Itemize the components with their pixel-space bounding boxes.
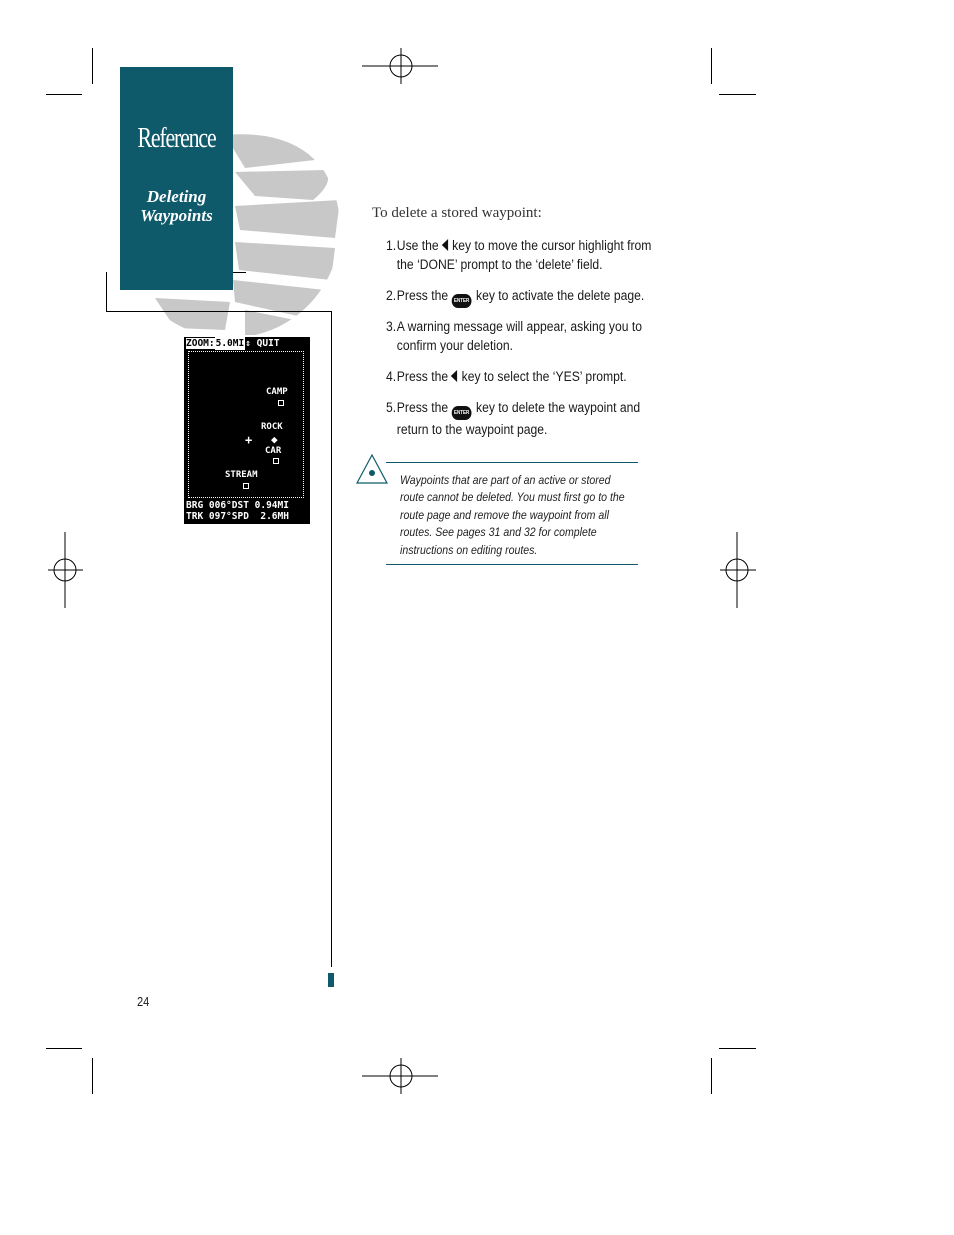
enter-key-icon: ENTER xyxy=(452,406,472,420)
bracket-line xyxy=(233,272,246,273)
step-item: 1.Use the key to move the cursor highlight from the ‘DONE’ prompt to the ‘delete’ field. xyxy=(386,238,652,272)
gps-map-screen xyxy=(184,337,310,524)
section-tab xyxy=(120,67,233,290)
waypoint-label: ROCK xyxy=(261,422,283,432)
step-item: 2.Press the ENTER key to activate the delete page. xyxy=(386,286,656,308)
column-rule xyxy=(331,311,332,967)
status-row: BRG 006°DST 0.94MI xyxy=(186,500,289,511)
page-number: 24 xyxy=(137,994,150,1009)
screen-top-bar: ZOOM:5.0MI⇕ QUIT xyxy=(186,338,280,349)
note-text: Waypoints that are part of an active or stored route cannot be deleted. You must first go to the route page and remove the waypoint from all routes. See pages 31 and 32 for complete instructions on editing routes. xyxy=(400,473,625,557)
intro-text: To delete a stored waypoint: xyxy=(372,205,542,221)
left-arrow-key-icon xyxy=(451,370,457,382)
bracket-line xyxy=(106,311,332,312)
diamond-cursor-icon: ◆ xyxy=(271,433,278,446)
status-row: TRK 097°SPD 2.6MH xyxy=(186,511,289,522)
waypoint-marker xyxy=(278,400,284,406)
present-position-icon: + xyxy=(245,433,253,447)
section-title: Reference xyxy=(137,123,216,154)
step-item: 5.Press the ENTER key to delete the waypoint and return to the waypoint page. xyxy=(386,400,641,437)
waypoint-label: CAR xyxy=(265,446,282,456)
note-rule-bottom xyxy=(386,564,638,565)
column-rule-marker xyxy=(328,973,334,987)
map-area xyxy=(188,351,304,498)
subsection-title: Deleting Waypoints xyxy=(140,187,213,225)
waypoint-label: CAMP xyxy=(266,387,288,397)
step-item: 4.Press the key to select the ‘YES’ prompt. xyxy=(386,369,627,384)
left-arrow-key-icon xyxy=(441,239,447,251)
enter-key-icon: ENTER xyxy=(452,294,472,308)
waypoint-marker xyxy=(273,458,279,464)
waypoint-marker xyxy=(243,483,249,489)
zoom-arrows-icon: ⇕ xyxy=(245,338,257,349)
bracket-line xyxy=(106,272,107,311)
note-rule-top xyxy=(386,462,638,463)
step-item: 3.A warning message will appear, asking you to confirm your deletion. xyxy=(386,319,642,353)
waypoint-label: STREAM xyxy=(225,470,258,480)
caution-icon xyxy=(355,453,389,485)
